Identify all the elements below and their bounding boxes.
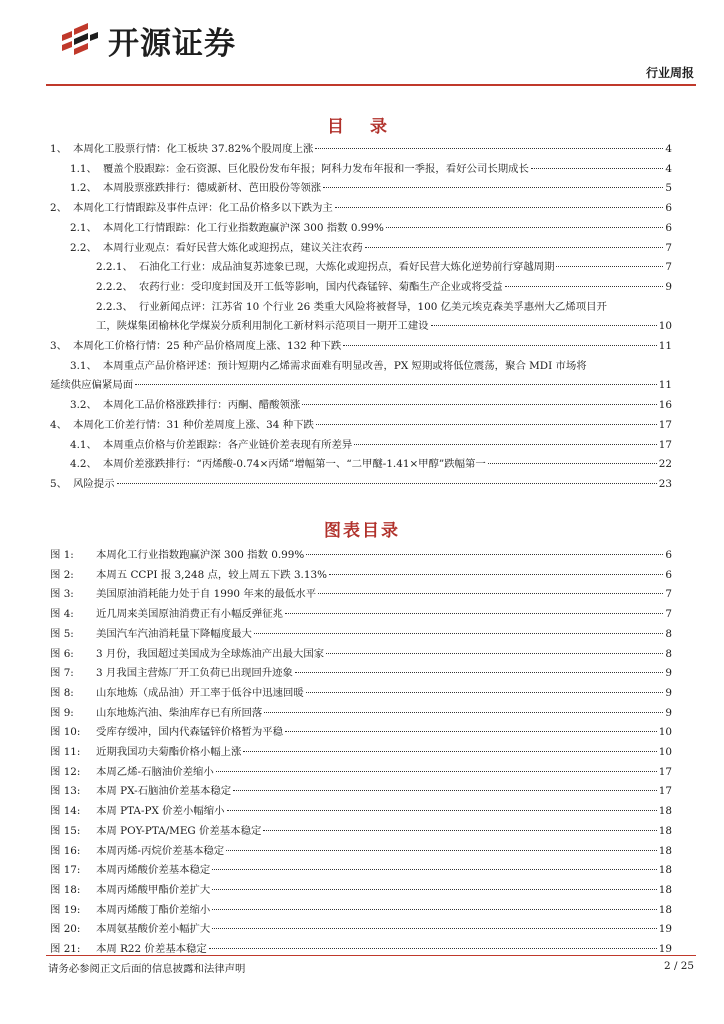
toc-entry-continued[interactable]: 工，陕煤集团榆林化学煤炭分质利用制化工新材料示范项目一期开工建设 10 [96,320,672,333]
figure-entry[interactable]: 图 20: 本周氨基酸价差小幅扩大 19 [50,923,672,936]
toc-entry[interactable]: 3、 本周化工价格行情：25 种产品价格周度上涨、132 种下跌 11 [50,340,672,353]
toc-entry[interactable]: 2.2.2、 农药行业：受印度封国及开工低等影响，国内代森锰锌、菊酯生产企业或将受益 9 [96,280,672,293]
footer-divider [46,955,696,956]
toc-entry[interactable]: 2、 本周化工行情跟踪及事件点评：化工品价格多以下跌为主 6 [50,202,672,215]
figure-entry[interactable]: 图 14: 本周 PTA-PX 价差小幅缩小 18 [50,805,672,818]
company-logo [58,18,236,63]
figure-entry[interactable]: 图 18: 本周丙烯酸甲酯价差扩大 18 [50,883,672,896]
toc-entry[interactable]: 2.2、 本周行业观点：看好民营大炼化或迎拐点，建议关注农药 7 [70,241,672,254]
toc-entry[interactable]: 3.2、 本周化工品价格涨跌排行：丙酮、醋酸领涨 16 [70,399,672,412]
toc-heading: 目 录 [327,117,397,137]
header-divider [46,84,696,86]
figure-entry[interactable]: 图 2: 本周五 CCPI 报 3,248 点，较上周五下跌 3.13% 6 [50,568,672,581]
figure-entry[interactable]: 图 3: 美国原油消耗能力处于自 1990 年来的最低水平 7 [50,588,672,601]
figures-heading: 图表目录 [324,521,400,541]
brand-name: 开源证券 [108,26,236,62]
figure-entry[interactable]: 图 1: 本周化工行业指数跑赢沪深 300 指数 0.99% 6 [50,549,672,561]
toc-entry[interactable]: 1.1、 覆盖个股跟踪：金石资源、巨化股份发布年报；阿科力发布年报和一季报，看好公司长期成长 4 [70,162,672,175]
toc-entry-continued[interactable]: 延续供应偏紧局面 11 [50,379,672,392]
figure-entry[interactable]: 图 10: 受库存缓冲，国内代森锰锌价格暂为平稳 10 [50,726,672,739]
toc-entry[interactable]: 1.2、 本周股票涨跌排行：德威新材、芭田股份等领涨 5 [70,182,672,195]
toc-entry[interactable]: 2.1、 本周化工行情跟踪：化工行业指数跑赢沪深 300 指数 0.99% 6 [70,221,672,234]
figure-entry[interactable]: 图 5: 美国汽车汽油消耗量下降幅度最大 8 [50,627,672,640]
figure-entry[interactable]: 图 17: 本周丙烯酸价差基本稳定 18 [50,864,672,877]
figure-entry[interactable]: 图 21: 本周 R22 价差基本稳定 19 [50,943,672,956]
toc-entry[interactable]: 5、 风险提示 23 [50,477,672,490]
figure-entry[interactable]: 图 8: 山东地炼（成品油）开工率于低谷中迅速回暖 9 [50,686,672,699]
toc-entry[interactable]: 2.2.1、 石油化工行业：成品油复苏迹象已现，大炼化或迎拐点，看好民营大炼化逆势前行穿越周期 7 [96,261,672,274]
figure-entry[interactable]: 图 6: 3 月份，我国超过美国成为全球炼油产出最大国家 8 [50,647,672,660]
page-number: 2 / 25 [664,960,694,972]
figure-entry[interactable]: 图 9: 山东地炼汽油、柴油库存已有所回落 9 [50,706,672,719]
report-type-label: 行业周报 [645,66,694,80]
toc-entry[interactable]: 3.1、 本周重点产品价格评述：预计短期内乙烯需求面难有明显改善，PX 短期或将低位震荡，聚合 MDI 市场将 [70,359,587,372]
figure-entry[interactable]: 图 15: 本周 POY-PTA/MEG 价差基本稳定 18 [50,824,672,837]
figures-list [50,546,672,960]
figure-entry[interactable]: 图 13: 本周 PX-石脑油价差基本稳定 17 [50,785,672,798]
toc-entry[interactable]: 4.2、 本周价差涨跌排行：“丙烯酸-0.74×丙烯”增幅第一、“二甲醚-1.41×甲醇”跌幅第一 22 [70,458,672,471]
figure-entry[interactable]: 图 4: 近几周来美国原油消费正有小幅反弹征兆 7 [50,608,672,621]
toc-entry[interactable]: 4、 本周化工价差行情：31 种价差周度上涨、34 种下跌 17 [50,418,672,431]
footer-disclaimer: 请务必参阅正文后面的信息披露和法律声明 [48,963,246,975]
figure-entry[interactable]: 图 11: 近期我国功夫菊酯价格小幅上涨 10 [50,746,672,759]
toc-list [50,140,672,495]
toc-entry[interactable]: 4.1、 本周重点价格与价差跟踪：各产业链价差表现有所差异 17 [70,438,672,451]
figure-entry[interactable]: 图 7: 3 月我国主营炼厂开工负荷已出现回升迹象 9 [50,667,672,680]
figure-entry[interactable]: 图 12: 本周乙烯-石脑油价差缩小 17 [50,765,672,778]
logo-mark-icon [58,21,100,61]
toc-entry[interactable]: 2.2.3、 行业新闻点评：江苏省 10 个行业 26 类重大风险将被督导，100 亿美元埃克森美孚惠州大乙烯项目开 [96,300,607,313]
figure-entry[interactable]: 图 16: 本周丙烯-丙烷价差基本稳定 18 [50,844,672,857]
toc-entry[interactable]: 1、 本周化工股票行情：化工板块 37.82%个股周度上涨 4 [50,143,672,155]
figure-entry[interactable]: 图 19: 本周丙烯酸丁酯价差缩小 18 [50,903,672,916]
